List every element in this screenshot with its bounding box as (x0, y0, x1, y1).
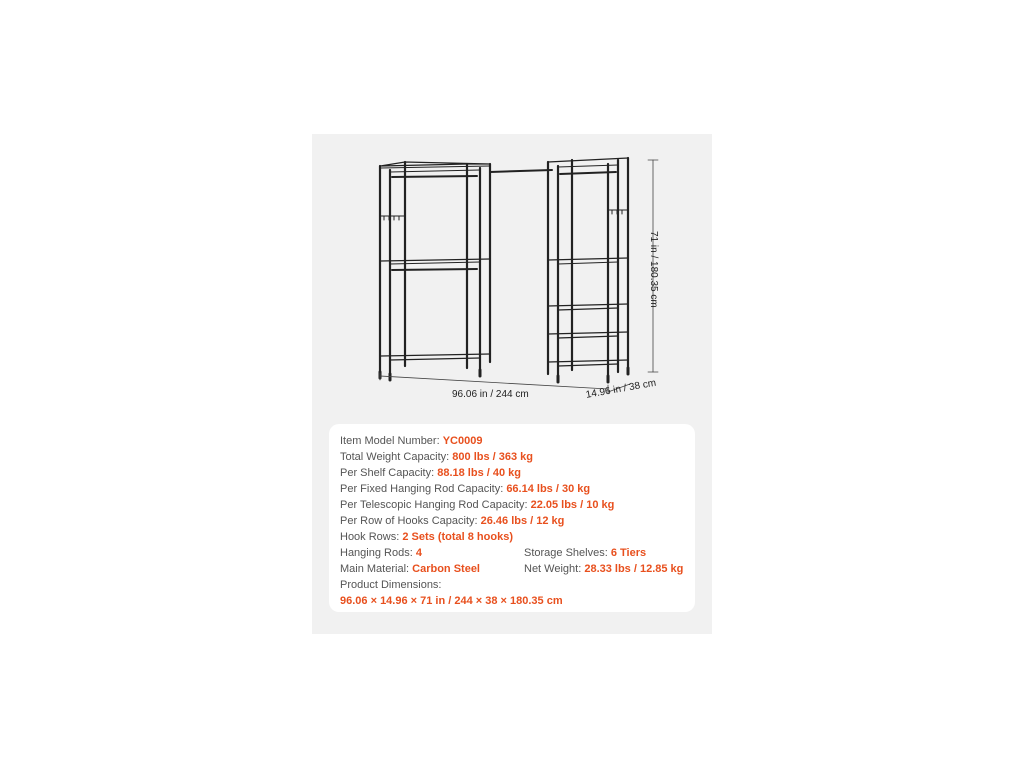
spec-label: Storage Shelves: (524, 547, 611, 559)
spec-label: Main Material: (340, 563, 413, 575)
spec-label: Net Weight: (524, 563, 585, 575)
spec-material-weight (340, 561, 684, 577)
spec-label: Total Weight Capacity: (340, 451, 453, 463)
spec-value: 4 (415, 547, 422, 559)
spec-product-dims-label (340, 577, 684, 593)
spec-product-dims-value (340, 593, 684, 609)
spec-value: 88.18 lbs / 40 kg (437, 467, 521, 479)
product-card (312, 134, 712, 634)
spec-value: 2 Sets (total 8 hooks) (402, 531, 513, 543)
spec-label: Per Fixed Hanging Rod Capacity: (340, 483, 507, 495)
spec-storage-shelves (524, 545, 646, 561)
spec-label: Product Dimensions: (340, 579, 442, 591)
spec-value: 22.05 lbs / 10 kg (530, 499, 615, 511)
spec-per-shelf (340, 465, 684, 481)
spec-hook-rows (340, 529, 684, 545)
spec-label: Per Shelf Capacity: (340, 467, 438, 479)
spec-value: 96.06 × 14.96 × 71 in / 244 × 38 × 180.35 cm (340, 595, 563, 607)
spec-value: YC0009 (442, 435, 483, 447)
spec-label: Hanging Rods: (340, 547, 416, 559)
spec-value: 66.14 lbs / 30 kg (506, 483, 591, 495)
spec-net-weight (524, 561, 683, 577)
spec-value: 6 Tiers (610, 547, 647, 559)
spec-label: Per Telescopic Hanging Rod Capacity: (340, 499, 531, 511)
height-dimension-label: 71 in / 180.35 cm (648, 231, 659, 308)
spec-fixed-rod (340, 481, 684, 497)
spec-label: Hook Rows: (340, 531, 403, 543)
spec-model (340, 433, 684, 449)
width-dimension-label: 96.06 in / 244 cm (452, 389, 529, 400)
spec-total-weight (340, 449, 684, 465)
spec-value: 26.46 lbs / 12 kg (480, 515, 565, 527)
spec-label: Item Model Number: (340, 435, 443, 447)
spec-rods-shelves (340, 545, 684, 561)
spec-value: 800 lbs / 363 kg (452, 451, 534, 463)
spec-value: Carbon Steel (412, 563, 480, 575)
specifications-panel (329, 424, 695, 612)
spec-telescopic-rod (340, 497, 684, 513)
spec-hooks-row (340, 513, 684, 529)
depth-dimension-label: 14.96 in / 38 cm (585, 377, 657, 401)
spec-value: 28.33 lbs / 12.85 kg (584, 563, 684, 575)
spec-label: Per Row of Hooks Capacity: (340, 515, 481, 527)
